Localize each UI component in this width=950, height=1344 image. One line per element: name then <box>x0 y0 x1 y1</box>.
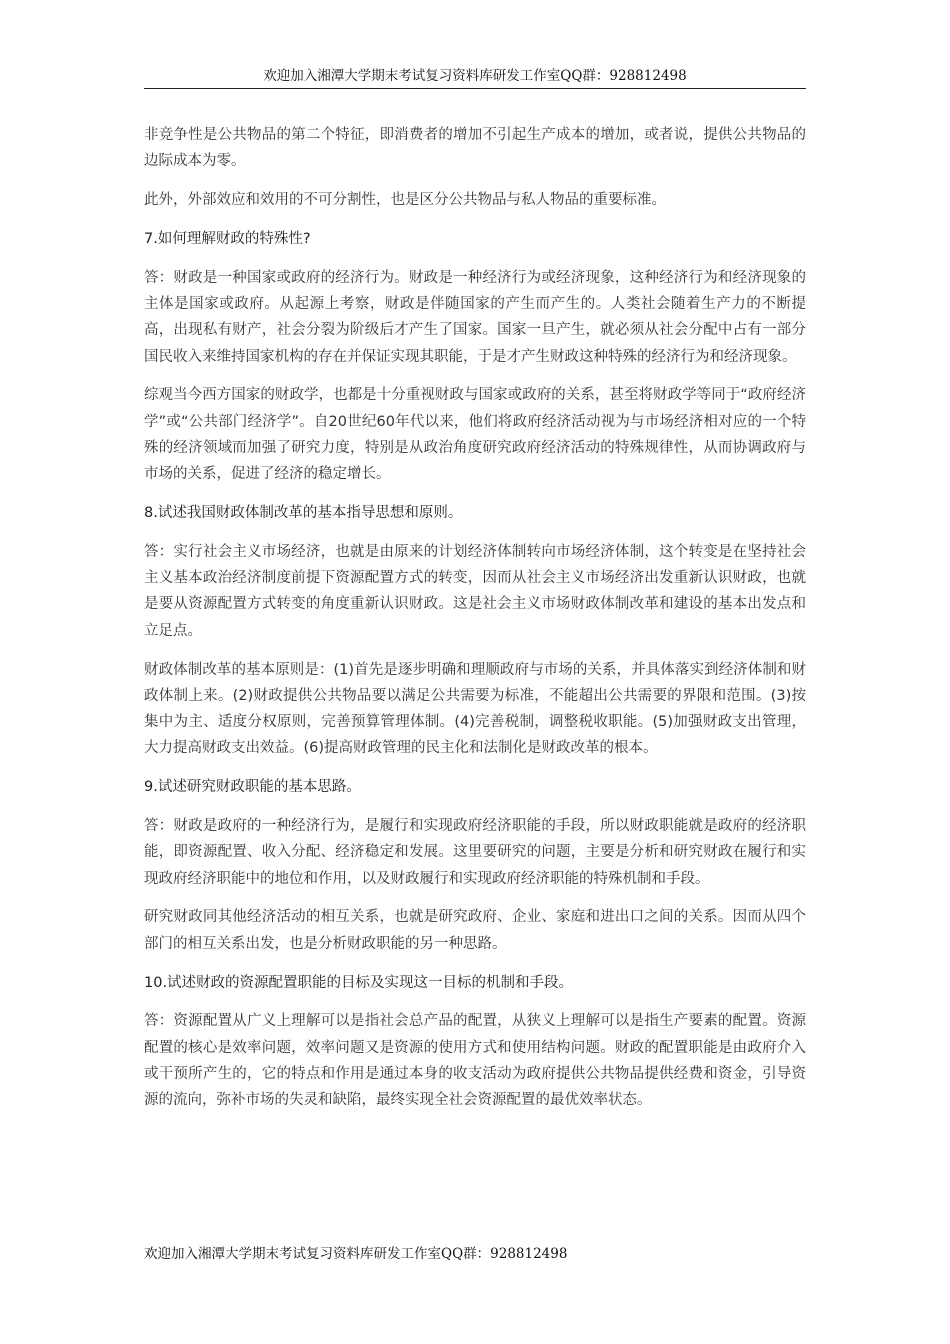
question-7: 7.如何理解财政的特殊性? <box>144 230 311 247</box>
question-9: 9.试述研究财政职能的基本思路。 <box>144 779 361 796</box>
answer-9-part-1: 答：财政是政府的一种经济行为，是履行和实现政府经济职能的手段，所以财政职能就是政府的经济职能，即资源配置、收入分配、经济稳定和发展。这里要研究的问题，主要是分析和研究财政在履行和实现政府经济职能中的地位和作用，以及财政履行和实现政府经济职能的特殊机制和手段。 <box>144 818 806 887</box>
document-body <box>144 122 806 1126</box>
question-10: 10.试述财政的资源配置职能的目标及实现这一目标的机制和手段。 <box>144 974 574 991</box>
page-header: 欢迎加入湘潭大学期末考试复习资料库研发工作室QQ群：928812498 <box>144 64 806 89</box>
paragraph-nonrival: 非竞争性是公共物品的第二个特征，即消费者的增加不引起生产成本的增加，或者说，提供公共物品的边际成本为零。 <box>144 127 806 170</box>
answer-8-part-1: 答：实行社会主义市场经济，也就是由原来的计划经济体制转向市场经济体制，这个转变是在坚持社会主义基本政治经济制度前提下资源配置方式的转变，因而从社会主义市场经济出发重新认识财政，也就是要从资源配置方式转变的角度重新认识财政。这是社会主义市场财政体制改革和建设的基本出发点和立足点。 <box>144 543 806 639</box>
question-8: 8.试述我国财政体制改革的基本指导思想和原则。 <box>144 505 463 522</box>
answer-8-part-2: 财政体制改革的基本原则是：(1)首先是逐步明确和理顺政府与市场的关系，并具体落实到经济体制和财政体制上来。(2)财政提供公共物品要以满足公共需要为标准，不能超出公共需要的界限和范围。(3)按集中为主、适度分权原则，完善预算管理体制。(4)完善税制，调整税收职能。(5)加强财政支出管理，大力提高财政支出效益。(6)提高财政管理的民主化和法制化是财政改革的根本。 <box>144 661 806 757</box>
answer-7-part-2: 综观当今西方国家的财政学，也都是十分重视财政与国家或政府的关系，甚至将财政学等同于“政府经济学”或“公共部门经济学”。自20世纪60年代以来，他们将政府经济活动视为与市场经济相对应的一个特殊的经济领域而加强了研究力度，特别是从政治角度研究政府经济活动的特殊规律性，从而协调政府与市场的关系，促进了经济的稳定增长。 <box>144 387 806 483</box>
answer-7-part-1: 答：财政是一种国家或政府的经济行为。财政是一种经济行为或经济现象，这种经济行为和经济现象的主体是国家或政府。从起源上考察，财政是伴随国家的产生而产生的。人类社会随着生产力的不断提高，出现私有财产，社会分裂为阶级后才产生了国家。国家一旦产生，就必须从社会分配中占有一部分国民收入来维持国家机构的存在并保证实现其职能，于是才产生财政这种特殊的经济行为和经济现象。 <box>144 269 806 365</box>
page-footer: 欢迎加入湘潭大学期末考试复习资料库研发工作室QQ群：928812498 <box>144 1246 568 1262</box>
paragraph-externality: 此外，外部效应和效用的不可分割性，也是区分公共物品与私人物品的重要标准。 <box>144 192 666 209</box>
answer-9-part-2: 研究财政同其他经济活动的相互关系，也就是研究政府、企业、家庭和进出口之间的关系。因而从四个部门的相互关系出发，也是分析财政职能的另一种思路。 <box>144 909 806 952</box>
answer-10-part-1: 答：资源配置从广义上理解可以是指社会总产品的配置，从狭义上理解可以是指生产要素的配置。资源配置的核心是效率问题，效率问题又是资源的使用方式和使用结构问题。财政的配置职能是由政府介入或干预所产生的，它的特点和作用是通过本身的收支活动为政府提供公共物品提供经费和资金，引导资源的流向，弥补市场的失灵和缺陷，最终实现全社会资源配置的最优效率状态。 <box>144 1013 806 1109</box>
